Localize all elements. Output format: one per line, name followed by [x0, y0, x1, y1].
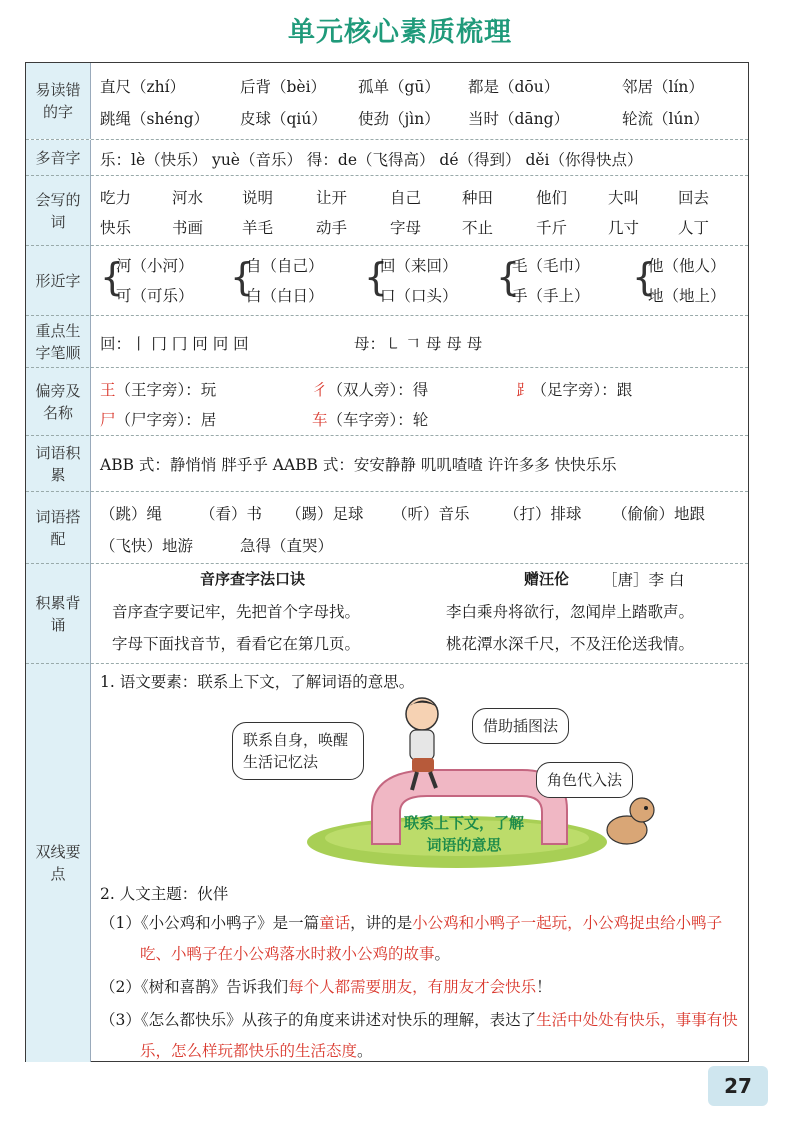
- item-text: ！: [536, 978, 552, 996]
- writing-word: 河水: [172, 189, 204, 207]
- collocation-item: （听）音乐: [392, 505, 470, 523]
- writing-word: 他们: [536, 189, 568, 207]
- row-key-points: [26, 663, 748, 1062]
- word-accumulation-text: ABB 式：静悄悄 胖乎乎 AABB 式：安安静静 叽叽喳喳 许许多多 快快乐乐: [100, 456, 617, 474]
- theme-item: [100, 908, 742, 970]
- similar-char-item: 地（地上）: [648, 287, 726, 305]
- word-item: 都是（dōu）: [468, 78, 560, 96]
- collocation-item: （踢）足球: [286, 505, 364, 523]
- row-label: 积累背诵: [26, 564, 91, 664]
- page-number: 27: [708, 1066, 768, 1106]
- summary-table: [25, 62, 749, 1062]
- row-label: 偏旁及名称: [26, 368, 91, 436]
- writing-word: 千斤: [536, 219, 568, 237]
- poem-title: 赠汪伦: [524, 570, 570, 588]
- writing-word: 人丁: [678, 219, 710, 237]
- radical-item: 车（车字旁）：轮: [312, 411, 429, 429]
- radical-item: 王（王字旁）：玩: [100, 381, 217, 399]
- collocation-item: 急得（直哭）: [240, 537, 334, 555]
- radical-glyph: 彳: [312, 381, 328, 399]
- emphasis-text: 童话: [319, 914, 351, 932]
- collocation-item: （看）书: [200, 505, 263, 523]
- writing-word: 回去: [678, 189, 710, 207]
- similar-char-item: 回（来回）: [380, 257, 458, 275]
- center-method-text: 联系上下文，了解词语的意思: [403, 814, 524, 854]
- item-text: 《树和喜鹊》告诉我们: [140, 978, 289, 996]
- collocation-item: （跳）绳: [100, 505, 163, 523]
- writing-word: 字母: [390, 219, 422, 237]
- callout-role-play: 角色代入法: [536, 762, 633, 798]
- poem-line: 李白乘舟将欲行，忽闻岸上踏歌声。: [446, 603, 695, 621]
- row-easy-misread: [26, 63, 748, 139]
- writing-word: 几寸: [608, 219, 640, 237]
- word-item: 孤单（gū）: [358, 78, 440, 96]
- brace-icon: {: [364, 255, 389, 299]
- row-word-collocation: [26, 491, 748, 564]
- row-label: 形近字: [26, 246, 91, 316]
- writing-word: 说明: [242, 189, 274, 207]
- radical-item: 彳（双人旁）：得: [312, 381, 429, 399]
- word-item: 邻居（lín）: [622, 78, 704, 96]
- similar-char-item: 白（白日）: [246, 287, 324, 305]
- row-polyphone: [26, 139, 748, 176]
- theme-item: [100, 972, 742, 1003]
- item-number: （2）: [100, 978, 141, 996]
- row-label: 词语搭配: [26, 492, 91, 564]
- word-item: 使劲（jìn）: [358, 110, 440, 128]
- callout-illustration: 借助插图法: [472, 708, 569, 744]
- row-similar-chars: [26, 245, 748, 316]
- stroke-order-mu: 母：㇄ 𠃍 母 母 母: [354, 335, 483, 353]
- poem-author: ［唐］李 白: [602, 571, 685, 589]
- brace-icon: {: [496, 255, 521, 299]
- word-item: 皮球（qiú）: [240, 110, 327, 128]
- stroke-order-hui: 回：丨 冂 冂 冋 冋 回: [100, 335, 249, 353]
- word-item: 轮流（lún）: [622, 110, 709, 128]
- radical-glyph: 车: [312, 411, 328, 429]
- writing-word: 种田: [462, 189, 494, 207]
- row-writing-words: [26, 175, 748, 246]
- row-word-accumulation: [26, 435, 748, 492]
- dog-head: [630, 798, 654, 822]
- row-label: 易读错的字: [26, 63, 91, 139]
- writing-word: 书画: [172, 219, 204, 237]
- row-label: 会写的词: [26, 176, 91, 246]
- row-label: 多音字: [26, 140, 91, 176]
- radical-glyph: 尸: [100, 411, 116, 429]
- callout-life-memory: 联系自身，唤醒生活记忆法: [232, 722, 364, 780]
- radical-item: ⻊（足字旁）：跟: [516, 381, 633, 399]
- brace-icon: {: [100, 255, 125, 299]
- theme-item: [100, 1005, 742, 1067]
- theme-items: [100, 908, 742, 1069]
- collocation-item: （飞快）地游: [100, 537, 194, 555]
- humanistic-theme-point: 2. 人文主题：伙伴: [100, 885, 229, 903]
- row-radicals: [26, 367, 748, 436]
- brace-icon: {: [230, 255, 255, 299]
- row-label: 双线要点: [26, 664, 91, 1062]
- collocation-item: （打）排球: [504, 505, 582, 523]
- boy-head: [406, 698, 438, 730]
- row-recitation: [26, 563, 748, 664]
- radical-item: 尸（尸字旁）：居: [100, 411, 217, 429]
- rhyme-line: 音序查字要记牢，先把首个字母找。: [112, 603, 361, 621]
- similar-char-item: 他（他人）: [648, 257, 726, 275]
- writing-word: 快乐: [100, 219, 132, 237]
- polyphone-text: 乐：lè（快乐） yuè（音乐） 得：de（飞得高） dé（得到） děi（你得快点）: [100, 151, 643, 169]
- word-item: 当时（dāng）: [468, 110, 570, 128]
- boy-body: [410, 730, 434, 760]
- emphasis-text: 小公鸡和小鸭子一起玩，小公鸡捉虫给小鸭子吃、小鸭子在小公鸡落水时救小公鸡的故事: [140, 914, 723, 963]
- writing-word: 吃力: [100, 189, 132, 207]
- item-text: 《小公鸡和小鸭子》是一篇: [140, 914, 320, 932]
- writing-word: 自己: [390, 189, 422, 207]
- writing-word: 让开: [316, 189, 348, 207]
- writing-word: 动手: [316, 219, 348, 237]
- word-item: 直尺（zhí）: [100, 78, 186, 96]
- page-title: 单元核心素质梳理: [288, 17, 512, 48]
- rhyme-title: 音序查字法口诀: [200, 570, 306, 588]
- row-stroke-order: [26, 315, 748, 368]
- row-label: 重点生字笔顺: [26, 316, 91, 368]
- item-number: （1）: [100, 914, 141, 932]
- radical-glyph: 王: [100, 381, 116, 399]
- item-text: 《怎么都快乐》从孩子的角度来讲述对快乐的理解，表达了: [140, 1011, 537, 1029]
- similar-char-item: 河（小河）: [116, 257, 194, 275]
- similar-char-item: 口（口头）: [380, 287, 458, 305]
- writing-word: 不止: [462, 219, 494, 237]
- similar-char-item: 毛（毛巾）: [512, 257, 590, 275]
- word-item: 跳绳（shéng）: [100, 110, 210, 128]
- row-label: 词语积累: [26, 436, 91, 492]
- writing-word: 羊毛: [242, 219, 274, 237]
- collocation-item: （偷偷）地跟: [612, 505, 706, 523]
- item-text: 。: [357, 1042, 373, 1060]
- rhyme-line: 字母下面找音节，看看它在第几页。: [112, 635, 361, 653]
- item-text: ，讲的是: [350, 914, 413, 932]
- brace-icon: {: [632, 255, 657, 299]
- language-element-point: 1. 语文要素：联系上下文，了解词语的意思。: [100, 673, 415, 691]
- word-item: 后背（bèi）: [240, 78, 327, 96]
- item-number: （3）: [100, 1011, 141, 1029]
- similar-char-item: 手（手上）: [512, 287, 590, 305]
- similar-char-item: 可（可乐）: [116, 287, 194, 305]
- similar-char-item: 自（自己）: [246, 257, 324, 275]
- emphasis-text: 每个人都需要朋友，有朋友才会快乐: [288, 978, 537, 996]
- emphasis-text: 生活中处处有快乐，事事有快乐，怎么样玩都快乐的生活态度: [140, 1011, 738, 1060]
- item-text: 。: [434, 945, 451, 963]
- poem-line: 桃花潭水深千尺，不及汪伦送我情。: [446, 635, 695, 653]
- writing-word: 大叫: [608, 189, 640, 207]
- radical-glyph: ⻊: [516, 381, 532, 399]
